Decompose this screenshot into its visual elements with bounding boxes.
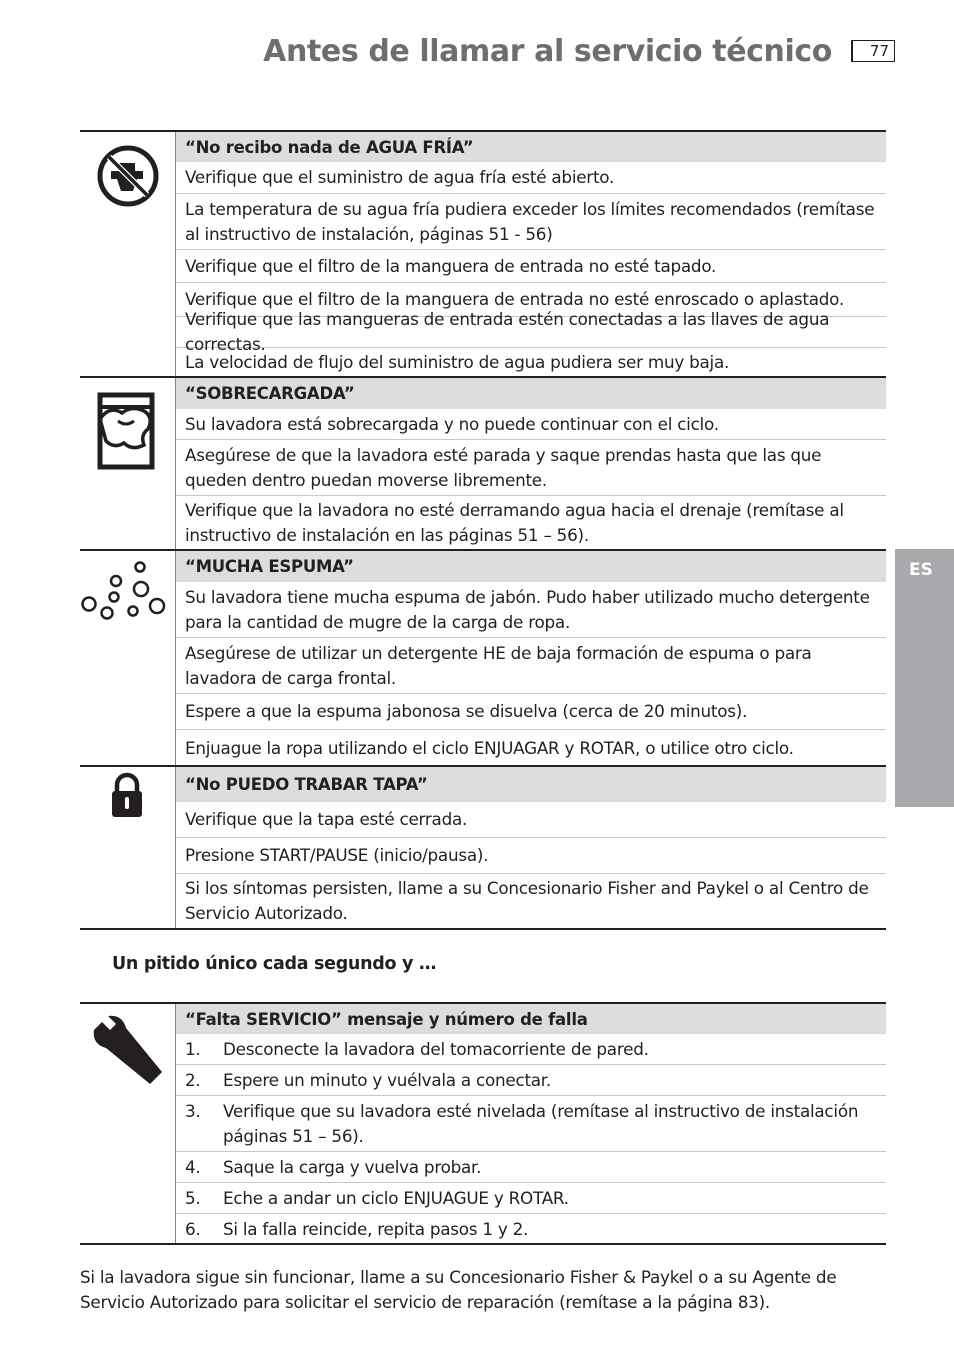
step-row [176, 1034, 886, 1065]
icon-cell [80, 767, 176, 928]
lid-lock-section [80, 765, 886, 930]
step-number: 3. [185, 1101, 201, 1121]
section-header: “No PUEDO TRABAR TAPA” [176, 767, 886, 802]
step-text: Verifique que su lavadora esté nivelada (remítase al instructivo de instalación páginas 51 – 56). [223, 1101, 859, 1146]
step-row [176, 1183, 886, 1214]
wrench-icon [88, 1012, 170, 1092]
step-row [176, 1065, 886, 1096]
list-item: Asegúrese de que la lavadora esté parada y saque prendas hasta que las que queden dentro puedan moverse libremente. [176, 440, 886, 496]
step-number: 6. [185, 1218, 201, 1239]
step-text: Eche a andar un ciclo ENJUAGUE y ROTAR. [223, 1187, 569, 1208]
list-item: La temperatura de su agua fría pudiera exceder los límites recomendados (remítase al instructivo de instalación, páginas 51 - 56) [176, 194, 886, 250]
overload-section [80, 376, 886, 550]
step-row [176, 1152, 886, 1183]
section-header: “MUCHA ESPUMA” [176, 551, 886, 582]
page-title: Antes de llamar al servicio técnico [263, 34, 832, 69]
language-tab-label: ES [909, 560, 933, 580]
step-text: Desconecte la lavadora del tomacorriente de pared. [223, 1038, 649, 1059]
step-text: Espere un minuto y vuélvala a conectar. [223, 1069, 551, 1090]
section-header: “SOBRECARGADA” [176, 378, 886, 409]
list-item: Verifique que las mangueras de entrada estén conectadas a las llaves de agua correctas. [176, 317, 886, 348]
cold-water-section [80, 130, 886, 377]
list-item: Su lavadora está sobrecargada y no puede continuar con el ciclo. [176, 409, 886, 440]
step-row [176, 1214, 886, 1244]
icon-cell [80, 1004, 176, 1243]
list-item: Verifique que la lavadora no esté derramando agua hacia el drenaje (remítase al instructivo de instalación en las páginas 51 – 56). [185, 500, 844, 545]
section-header: “No recibo nada de AGUA FRÍA” [176, 132, 886, 162]
beep-subheading: Un pitido único cada segundo y … [112, 954, 437, 974]
step-text: Saque la carga y vuelva probar. [223, 1156, 482, 1177]
step-number: 5. [185, 1187, 201, 1208]
list-item: Verifique que el suministro de agua fría esté abierto. [176, 162, 886, 194]
list-item: Verifique que el filtro de la manguera de entrada no esté enroscado o aplastado. [176, 283, 886, 317]
list-item: Asegúrese de utilizar un detergente HE de baja formación de espuma o para lavadora de carga frontal. [176, 638, 886, 694]
icon-cell [80, 551, 176, 766]
footer-note: Si la lavadora sigue sin funcionar, llame a su Concesionario Fisher & Paykel o a su Agente de Servicio Autorizado para solicitar el servicio de reparación (remítase a la página 83). [80, 1267, 837, 1312]
suds-bubbles-icon [80, 558, 170, 624]
suds-section [80, 549, 886, 766]
step-text: Si la falla reincide, repita pasos 1 y 2. [223, 1218, 529, 1239]
section-header: “Falta SERVICIO” mensaje y número de falla [176, 1004, 886, 1034]
list-item: Su lavadora tiene mucha espuma de jabón. Pudo haber utilizado mucho detergente para la cantidad de mugre de la carga de ropa. [176, 582, 886, 638]
step-number: 2. [185, 1069, 201, 1090]
list-item: Presione START/PAUSE (inicio/pausa). [176, 838, 886, 874]
overload-basket-icon [94, 391, 158, 471]
language-tab [895, 549, 954, 807]
step-number: 1. [185, 1038, 201, 1059]
list-item: Espere a que la espuma jabonosa se disuelva (cerca de 20 minutos). [176, 694, 886, 730]
icon-cell [80, 378, 176, 550]
list-item: La velocidad de flujo del suministro de agua pudiera ser muy baja. [185, 352, 730, 372]
list-item: Verifique que la tapa esté cerrada. [176, 802, 886, 838]
no-cold-water-icon [95, 143, 161, 209]
list-item: Verifique que el filtro de la manguera de entrada no esté tapado. [176, 250, 886, 283]
step-row [176, 1096, 886, 1152]
list-item: Enjuague la ropa utilizando el ciclo ENJUAGAR y ROTAR, o utilice otro ciclo. [185, 737, 794, 758]
page-number: 77 [851, 40, 895, 62]
service-section [80, 1002, 886, 1245]
list-item: Si los síntomas persisten, llame a su Concesionario Fisher and Paykel o al Centro de Servicio Autorizado. [185, 878, 869, 923]
step-number: 4. [185, 1156, 201, 1177]
padlock-icon [109, 772, 145, 820]
icon-cell [80, 132, 176, 377]
